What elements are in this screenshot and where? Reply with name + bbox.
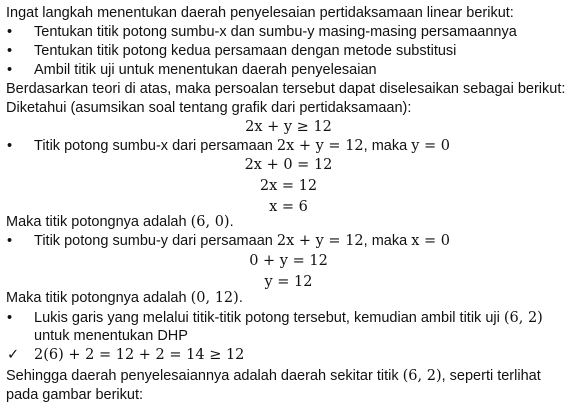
conclusion-point: (6, 2) — [402, 368, 442, 384]
x-intercept-result-text: Maka titik potongnya adalah — [6, 214, 191, 230]
x-intercept-step-2: 2x = 12 — [259, 178, 318, 194]
step-1: Tentukan titik potong sumbu-x dan sumbu-y masing-masing persamaannya — [34, 24, 517, 40]
y-intercept-label: Titik potong sumbu-y dari persamaan — [34, 233, 277, 249]
x-intercept-label-mid: , maka — [363, 138, 412, 154]
y-intercept-result-text: Maka titik potongnya adalah — [6, 290, 191, 306]
x-intercept-equation: 2x + y = 12 — [276, 138, 364, 154]
y-intercept-heading — [34, 232, 450, 251]
check-icon: ✓ — [7, 347, 20, 363]
step-2: Tentukan titik potong kedua persamaan dengan metode substitusi — [34, 43, 457, 59]
y-intercept-result — [6, 289, 243, 308]
theory-line: Berdasarkan teori di atas, maka persoalan tersebut dapat diselesaikan sebagai berikut: — [6, 81, 566, 97]
test-point-line-2: untuk menentukan DHP — [34, 328, 188, 344]
y-intercept-result-end: . — [238, 290, 243, 306]
conclusion-line-1 — [6, 367, 541, 386]
y-intercept-step-1: 0 + y = 12 — [249, 253, 328, 269]
y-intercept-step-2: y = 12 — [264, 274, 313, 290]
x-intercept-result-end: . — [229, 214, 234, 230]
y-intercept-point: (0, 12) — [190, 290, 239, 306]
bullet-icon: • — [7, 138, 13, 154]
step-3: Ambil titik uji untuk menentukan daerah penyelesaian — [34, 62, 377, 78]
conclusion-text-post: , seperti terlihat — [441, 368, 541, 384]
x-intercept-step-1: 2x + 0 = 12 — [244, 157, 333, 173]
x-intercept-label: Titik potong sumbu-x dari persamaan — [34, 138, 277, 154]
y-intercept-equation: 2x + y = 12 — [276, 233, 364, 249]
conclusion-text: Sehingga daerah penyelesaiannya adalah daerah sekitar titik — [6, 368, 403, 384]
x-intercept-condition: y = 0 — [411, 138, 450, 154]
x-intercept-step-3: x = 6 — [269, 199, 308, 215]
test-point: (6, 2) — [503, 310, 543, 326]
inequality: 2x + y ≥ 12 — [245, 119, 332, 135]
y-intercept-condition: x = 0 — [411, 233, 450, 249]
test-point-line-1 — [34, 309, 543, 328]
x-intercept-heading — [34, 137, 450, 156]
x-intercept-result — [6, 213, 234, 232]
intro-text: Ingat langkah menentukan daerah penyelesaian pertidaksamaan linear berikut: — [6, 5, 514, 21]
bullet-icon: • — [7, 233, 13, 249]
bullet-icon: • — [7, 24, 13, 40]
conclusion-line-2: pada gambar berikut: — [6, 387, 144, 403]
bullet-icon: • — [7, 310, 13, 326]
given-line: Diketahui (asumsikan soal tentang grafik dari pertidaksamaan): — [6, 100, 412, 116]
x-intercept-point: (6, 0) — [190, 214, 230, 230]
test-point-check: 2(6) + 2 = 12 + 2 = 14 ≥ 12 — [34, 347, 245, 363]
bullet-icon: • — [7, 62, 13, 78]
bullet-icon: • — [7, 43, 13, 59]
y-intercept-label-mid: , maka — [363, 233, 412, 249]
test-point-text: Lukis garis yang melalui titik-titik potong tersebut, kemudian ambil titik uji — [34, 310, 504, 326]
